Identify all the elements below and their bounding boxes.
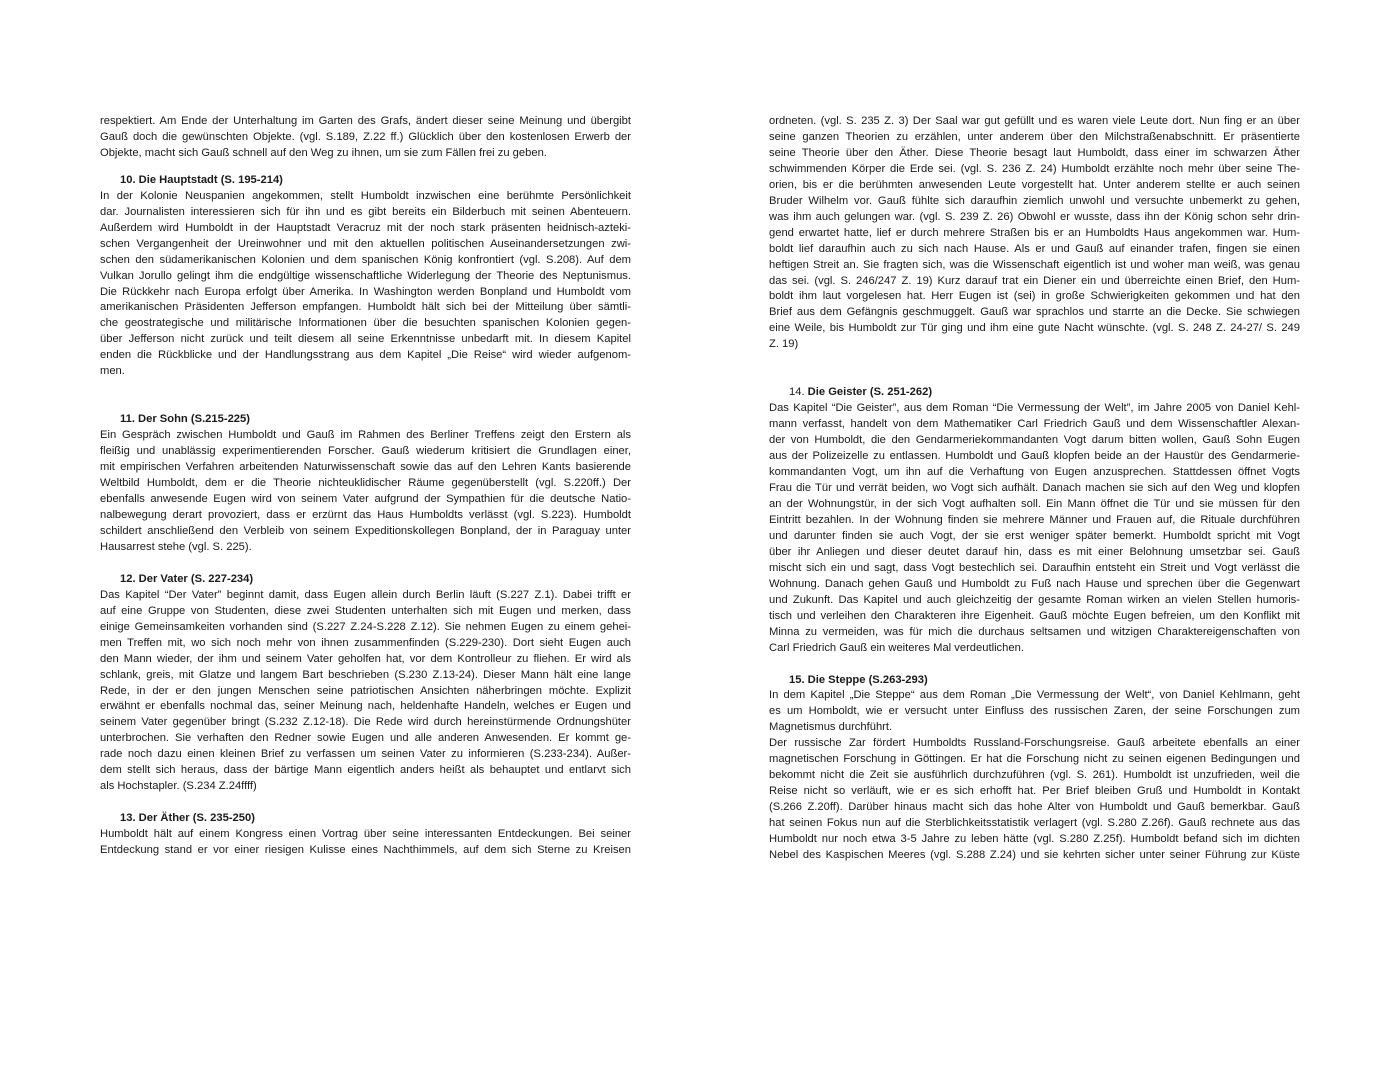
text-line: respektiert. Am Ende der Unterhaltung im Garten des Grafs, ändert dieser seine Meinung und übergibt bbox=[100, 115, 631, 127]
text-line: nalbewegung derart provoziert, dass er erzürnt das Haus Humboldts verlässt (vgl. S.223). Humboldt bbox=[100, 508, 631, 521]
text-line: fleißig und unablässig experimentierenden Forscher. Gauß wiederum kritisiert die Grundlagen einer, bbox=[100, 445, 631, 458]
section-heading-11: 11. Der Sohn (S.215-225) bbox=[120, 413, 250, 426]
section-number: 14. bbox=[789, 386, 808, 399]
section-12-paragraph bbox=[100, 588, 631, 795]
text-line: ebenfalls anwesende Eugen wird von seinem Vater aufgrund der Sympathien für die deutsche Natio- bbox=[100, 493, 631, 506]
text-line: enden die Rückblicke und der Handlungsstrang aus dem Kapitel „Die Reise“ wird wieder aufgenom- bbox=[100, 349, 631, 362]
text-line: orien, bis er die berühmten anwesenden Leute vorgestellt hat. Unter anderem stellte er auch seinen bbox=[769, 178, 1300, 191]
text-line: als Hochstapler. (S.234 Z.24ffff) bbox=[100, 780, 257, 793]
text-line: Bruder Wilhelm vor. Gauß fühlte sich daraufhin ziemlich unwohl und versuchte unbemerkt zu gehen, bbox=[769, 194, 1300, 207]
left-intro-paragraph bbox=[100, 114, 631, 162]
section-14-paragraph bbox=[769, 401, 1300, 656]
section-13-paragraph bbox=[100, 827, 631, 859]
right-intro-paragraph bbox=[769, 114, 1300, 353]
text-line: Rede, in der er den jungen Menschen seine patriotischen Ansichten näherbringen möchte. Explizit bbox=[100, 684, 631, 697]
text-line: rade noch dazu einen kleinen Brief zu verfassen um seinen Vater zu informieren (S.233-234). Außer- bbox=[100, 748, 631, 761]
text-line: Die Rückkehr nach Europa erfolgt über Amerika. In Washington werden Bonpland und Humboldt vom bbox=[100, 285, 631, 298]
text-line: Reise nicht so verläuft, wie er es sich erhofft hat. Per Brief bleiben Gruß und Humboldt in Kontakt bbox=[769, 785, 1300, 798]
section-heading-15: 15. Die Steppe (S.263-293) bbox=[789, 673, 928, 686]
text-line: einige Gemeinsamkeiten vorhanden sind (S.227 Z.24-S.228 Z.12). Sie nehmen Eugen zu einem gehei- bbox=[100, 620, 631, 633]
text-line: boldt lief daraufhin auch zu sich nach Hause. Als er und Gauß auf einander trafen, fingen sie einen bbox=[769, 242, 1300, 255]
text-line: seine Theorie über den Äther. Diese Theorie besagt laut Humboldt, dass einer im schwarzen Äther bbox=[769, 146, 1300, 159]
text-line: seine ganzen Theorien zu erzählen, unter anderem über den Milchstraßenabschnitt. Er präsentierte bbox=[769, 130, 1300, 143]
text-line: Brief aus dem Gefängnis geschmuggelt. Gauß war sprachlos und starrte an die Decke. Sie schwiegen bbox=[769, 306, 1300, 319]
section-heading-10: 10. Die Hauptstadt (S. 195-214) bbox=[120, 173, 283, 186]
text-line: schen den südamerikanischen Kolonien und dem spanischen König konfrontiert (vgl. S.208). Auf dem bbox=[100, 253, 631, 266]
text-line: Humboldt nur noch etwa 3-5 Jahre zu leben hätte (vgl. S.280 Z.25f). Humboldt befand sich im dichten bbox=[769, 833, 1300, 846]
text-line: schwimmenden Körper die Erde sei. (vgl. S. 236 Z. 24) Humboldt erzählte noch mehr über seine The- bbox=[769, 162, 1300, 175]
text-line: men. bbox=[100, 365, 125, 378]
section-10-paragraph bbox=[100, 189, 631, 380]
text-line: heftigen Streit an. Sie fragten sich, was die Wissenschaft eigentlich ist und woher man weiß, was genau bbox=[769, 258, 1300, 271]
text-line: und darunter finden sie auch Vogt, der sie erst weniger später bemerkt. Humboldt spricht mit Vogt bbox=[769, 529, 1300, 542]
text-line: das sei. (vgl. S. 246/247 Z. 19) Kurz darauf trat ein Diener ein und überreichte einen Brief, den Hum- bbox=[769, 274, 1300, 287]
text-line: schen Vergangenheit der Ureinwohner und mit den aktuellen politischen Auseinandersetzungen zwi- bbox=[100, 237, 631, 250]
section-title: Die Geister (S. 251-262) bbox=[807, 386, 933, 399]
text-line: seinem Vater gegenüber bringt (S.232 Z.12-18). Die Rede wird durch hereinstürmende Ordnungshüter bbox=[100, 716, 631, 729]
text-line: Das Kapitel “Der Vater” beginnt damit, dass Eugen allein durch Berlin läuft (S.227 Z.1). Dabei trifft er bbox=[100, 588, 631, 601]
text-line: Gauß doch die gewünschten Objekte. (vgl. S.189, Z.22 ff.) Glücklich über den kostenlosen Erwerb der bbox=[100, 130, 631, 143]
text-line: auf eine Gruppe von Studenten, diese zwei Studenten unterhalten sich mit Eugen und merken, dass bbox=[100, 604, 631, 617]
text-line: bekommt nicht die Zeit sie ausführlich durchzuführen (vgl. S. 261). Humboldt ist unzufrieden, weil die bbox=[769, 769, 1300, 782]
section-heading-13: 13. Der Äther (S. 235-250) bbox=[120, 812, 255, 825]
text-line: che geostrategische und militärische Informationen über die besuchten spanischen Kolonien gegen- bbox=[100, 317, 631, 330]
text-line: unterbrochen. Sie verhaften den Redner sowie Eugen und alle anderen Anwesenden. Er kommt ge- bbox=[100, 732, 631, 745]
text-line: Nebel des Kaspischen Meeres (vgl. S.288 Z.24) und sie kehrten sicher unter seiner Führung zur Küste bbox=[769, 848, 1300, 861]
text-line: eine Weile, bis Humboldt zur Tür ging und ihm eine gute Nacht wünschte. (vgl. S. 248 Z. 24-27/ S. 249 bbox=[769, 322, 1300, 335]
text-line: Vulkan Jorullo gelingt ihm die endgültige wissenschaftliche Widerlegung der Theorie des Neptunismus. bbox=[100, 269, 631, 282]
text-line: Das Kapitel “Die Geister”, aus dem Roman “Die Vermessung der Welt”, im Jahre 2005 von Daniel Kehl- bbox=[769, 402, 1300, 415]
text-line: schlank, greis, mit Glatze und langem Bart beschrieben (S.230 Z.13-24). Dieser Mann hält eine lange bbox=[100, 668, 631, 681]
text-line: schildert anschließend den Verbleib von seinem Expeditionskollegen Bonpland, der in Paraguay unter bbox=[100, 524, 631, 537]
section-15-paragraph bbox=[769, 688, 1300, 863]
text-line: den Mann wieder, der ihm und seinem Vater geholfen hat, vor dem Kontrolleur zu fliehen. Er wird als bbox=[100, 652, 631, 665]
text-line: dem stellt sich heraus, dass der bärtige Mann eigentlich anders heißt als behauptet und entlarvt sich bbox=[100, 764, 631, 777]
text-line: über Jefferson nicht zurück und teilt diesem all seine Erkenntnisse unbedarft mit. In diesem Kapitel bbox=[100, 333, 631, 346]
text-line: aus der Polizeizelle zu entlassen. Humboldt und Gauß klopfen beide an der Haustür des Gendarmerie- bbox=[769, 450, 1300, 463]
section-heading-12: 12. Der Vater (S. 227-234) bbox=[120, 572, 254, 585]
text-line: magnetischen Forschung in Göttingen. Er hat die Forschung nicht zu seinen eigenen Bedingungen und bbox=[769, 753, 1300, 766]
text-line: mischt sich ein und sagt, dass Vogt bestechlich sei. Daraufhin entsteht ein Streit und Vogt verlässt die bbox=[769, 561, 1300, 574]
section-heading-14 bbox=[769, 385, 1300, 401]
text-line: dar. Journalisten interessieren sich für ihn und es gibt bereits ein Bilderbuch mit seinen Abenteuern. bbox=[100, 205, 631, 218]
section-11-paragraph bbox=[100, 428, 631, 556]
text-line: der von Humboldt, die den Gendarmeriekommandanten Vogt darum bitten wollen, Gauß Sohn Eugen bbox=[769, 434, 1300, 447]
text-line: erwähnt er ebenfalls nochmal das, seiner Meinung nach, heldenhafte Handeln, welches er Eugen und bbox=[100, 700, 631, 713]
text-line: Magnetismus durchführt. bbox=[769, 721, 893, 734]
text-line: boldt ihm laut vorgelesen hat. Herr Eugen ist (sei) in große Schwierigkeiten gekommen und hat den bbox=[769, 290, 1300, 303]
right-page bbox=[769, 114, 1300, 864]
text-line: mann verfasst, handelt von dem Mathematiker Carl Friedrich Gauß und dem Wissenschaftler Alexan- bbox=[769, 418, 1300, 431]
text-line: amerikanischen Präsidenten Jefferson empfangen. Humboldt hält sich bei der Mitteilung über sämtli- bbox=[100, 301, 631, 314]
text-line: über ihr Anliegen und dieser deutet darauf hin, dass es mit einer Belohnung umsetzbar sei. Gauß bbox=[769, 545, 1300, 558]
text-line: Z. 19) bbox=[769, 338, 799, 351]
text-line: In dem Kapitel „Die Steppe“ aus dem Roman „Die Vermessung der Welt“, von Daniel Kehlmann, geht bbox=[769, 689, 1300, 702]
text-line: men Treffen mit, wo sich noch mehr von ihnen zusammenfinden (S.229-230). Dort sieht Eugen auch bbox=[100, 636, 631, 649]
text-line: an der Wohnungstür, in der sich Vogt aufhalten soll. Ein Mann öffnet die Tür und sie müssen für den bbox=[769, 497, 1300, 510]
text-line: Ein Gespräch zwischen Humboldt und Gauß im Rahmen des Berliner Treffens zeigt den Erstern als bbox=[100, 429, 631, 442]
text-line: Wohnung. Danach gehen Gauß und Humboldt zu Fuß nach Hause und sprechen über die Gegenwart bbox=[769, 577, 1300, 590]
text-line: Frau die Tür und verrät beiden, wo Vogt sich aufhält. Danach machen sie sich auf den Weg und klopfen bbox=[769, 482, 1300, 495]
text-line: Minna zu vermeiden, was für mich die durchaus seltsamen und witzigen Charaktereigenschaften von bbox=[769, 625, 1300, 638]
text-line: Humboldt hält auf einem Kongress einen Vortrag über seine interessanten Entdeckungen. Bei seiner bbox=[100, 828, 631, 841]
text-line: kommandanten Vogt, um ihn auf die Verhaftung von Eugen anzusprechen. Stattdessen öffnet Vogts bbox=[769, 466, 1300, 479]
text-line: tisch und verleihen den Charakteren ihre Eigenheit. Gauß möchte Eugen befreien, um den Konflikt mit bbox=[769, 609, 1300, 622]
text-line: ordneten. (vgl. S. 235 Z. 3) Der Saal war gut gefüllt und es waren viele Leute dort. Nun fing er an über bbox=[769, 115, 1300, 127]
text-line: In der Kolonie Neuspanien angekommen, stellt Humboldt inzwischen eine berühmte Persönlichkeit bbox=[100, 189, 631, 202]
text-line: hat seinen Fokus nun auf die Sterblichkeitsstatistik verlagert (vgl. S.280 Z.26f). Gauß rechnete aus das bbox=[769, 817, 1300, 830]
text-line: Außerdem wird Humboldt in der Hauptstadt Veracruz mit der noch stark präsenten heidnisch-azteki- bbox=[100, 221, 631, 234]
text-line: Der russische Zar fördert Humboldts Russland-Forschungsreise. Gauß arbeitete ebenfalls an einer bbox=[769, 737, 1300, 750]
left-page bbox=[100, 114, 631, 859]
text-line: Hausarrest stehe (vgl. S. 225). bbox=[100, 540, 252, 553]
text-line: Objekte, macht sich Gauß schnell auf den Weg zu ihnen, um sie zum Fällen frei zu geben. bbox=[100, 146, 547, 159]
text-line: es um Homboldt, wie er versucht unter Einfluss des russischen Zaren, der seine Forschungen zum bbox=[769, 705, 1300, 718]
text-line: gend erwartet hatte, lief er durch mehrere Straßen bis er an Humboldts Haus angekommen war. Hum- bbox=[769, 226, 1300, 239]
text-line: Weltbild Humboldt, dem er die Theorie nichteuklidischer Räume gegenüberstellt (vgl. S.220ff.) Der bbox=[100, 477, 631, 490]
text-line: Carl Friedrich Gauß ein weiteres Mal verdeutlichen. bbox=[769, 641, 1024, 654]
text-line: mit empirischen Verfahren arbeitenden Naturwissenschaft sowie das auf den Lehren Kants basierende bbox=[100, 461, 631, 474]
text-line: was ihm auch gelungen war. (vgl. S. 239 Z. 26) Obwohl er wusste, dass ihn der König schon sehr drin- bbox=[769, 210, 1300, 223]
text-line: Eintritt bezahlen. In der Wohnung finden sie mehrere Männer und Frauen auf, die Rituale durchführen bbox=[769, 513, 1300, 526]
text-line: und Zukunft. Das Kapitel und auch gleichzeitig der gesamte Roman wirken an vielen Stellen humoris- bbox=[769, 593, 1300, 606]
text-line: Entdeckung stand er vor einer riesigen Kulisse eines Nachthimmels, auf dem sich Sterne zu Kreisen bbox=[100, 844, 631, 857]
text-line: (S.266 Z.20ff). Darüber hinaus macht sich das hohe Alter von Humboldt und Gauß bemerkbar. Gauß bbox=[769, 801, 1300, 814]
